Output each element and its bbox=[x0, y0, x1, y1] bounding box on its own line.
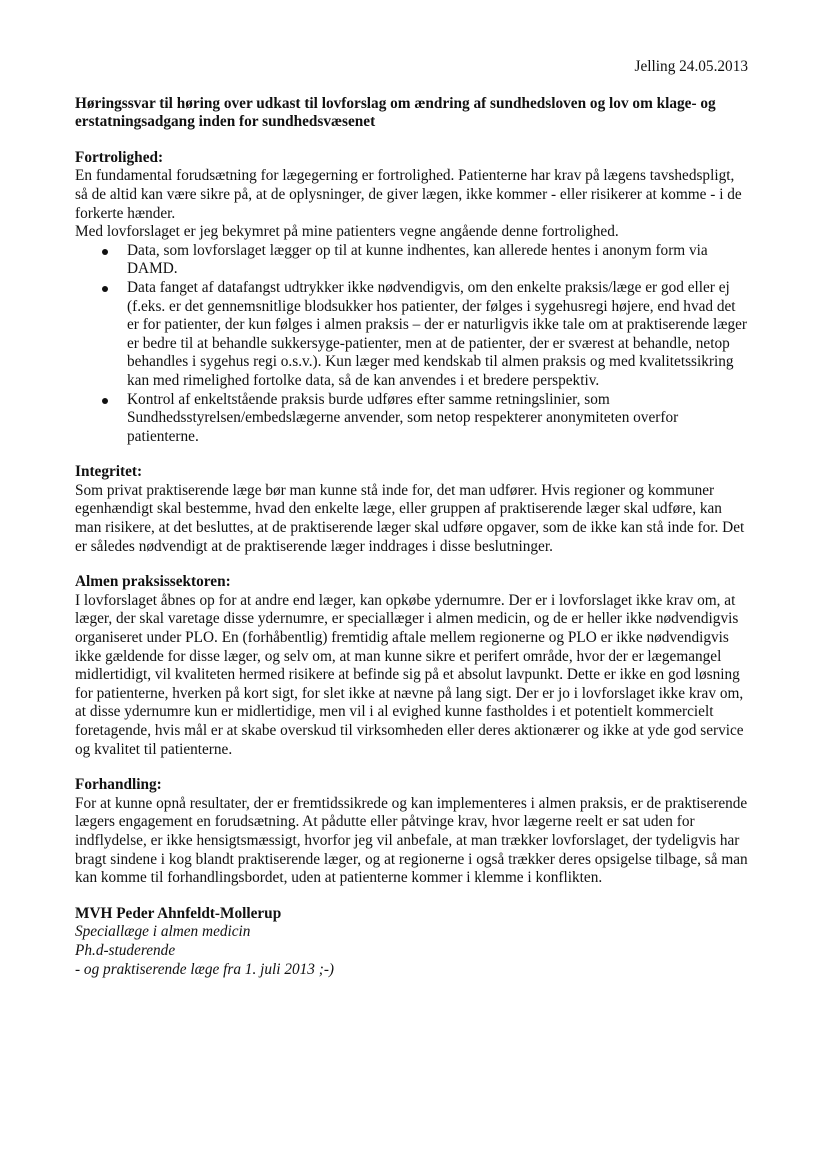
section-almen-praksissektoren bbox=[75, 573, 748, 759]
section-heading: Integritet: bbox=[75, 463, 143, 481]
section-heading: Forhandling: bbox=[75, 776, 162, 794]
signature-title: Speciallæge i almen medicin bbox=[75, 923, 251, 941]
signature-block bbox=[75, 905, 748, 979]
section-forhandling bbox=[75, 776, 748, 888]
bullet-icon bbox=[102, 286, 108, 292]
dateline: Jelling 24.05.2013 bbox=[634, 58, 748, 75]
bullet-text: Kontrol af enkeltstående praksis burde udføres efter samme retningslinier, som Sundhedsstyrelsen/embedslægerne anvender, som netop respekterer anonymiteten overfor patienterne. bbox=[127, 390, 679, 445]
bullet-icon bbox=[102, 398, 108, 404]
paragraph: I lovforslaget åbnes op for at andre end læger, kan opkøbe ydernumre. Der er i lovforslaget ikke krav om, at læger, der skal varetage disse ydernumre, er speciallæger i almen medicin, og de er heller ikke nødvendigvis organiseret under PLO. En (forhåbentlig) fremtidig aftale mellem regionerne og PLO er ikke nødvendigvis ikke gældende for disse læger, og selv om, at man kunne sikre et perifert område, hvor der er lægemangel midlertidigt, vil kvaliteten hermed risikere at befinde sig på et absolut lavpunkt. Dette er ikke en god løsning for patienterne, hverken på kort sigt, for slet ikke at nævne på lang sigt. Der er jo i lovforslaget ikke krav om, at disse ydernumre kun er midlertidige, men vil i al evighed kunne fastholdes i et potentielt kommercielt foretagende, hvis mål er at skabe overskud til virksomheden eller deres aktionærer og ikke at yde god service og kvalitet til patienterne. bbox=[75, 591, 744, 758]
bullet-item bbox=[127, 391, 748, 447]
bullet-list bbox=[75, 242, 748, 447]
bullet-text: Data, som lovforslaget lægger op til at kunne indhentes, kan allerede hentes i anonym form via DAMD. bbox=[127, 241, 708, 278]
bullet-icon bbox=[102, 249, 108, 255]
section-fortrolighed bbox=[75, 149, 748, 447]
paragraph: Som privat praktiserende læge bør man kunne stå inde for, det man udfører. Hvis regioner og kommuner egenhændigt skal bestemme, hvad den enkelte læge, eller gruppen af praktiserende læger skal udføre, kan man risikere, at det besluttes, at de praktiserende læger skal udføre opgaver, som de ikke kan stå inde for. Det er således nødvendigt at de praktiserende læger inddrages i disse beslutninger. bbox=[75, 481, 745, 555]
section-heading: Fortrolighed: bbox=[75, 148, 164, 166]
section-integritet bbox=[75, 463, 748, 556]
section-heading: Almen praksissektoren: bbox=[75, 573, 231, 591]
paragraph: En fundamental forudsætning for lægegerning er fortrolighed. Patienterne har krav på lægens tavshedspligt, så de altid kan være sikre på, at de oplysninger, de giver lægen, ikke kommer - eller risikerer at komme - i de forkerte hænder. bbox=[75, 167, 742, 222]
signature-title: - og praktiserende læge fra 1. juli 2013 ;-) bbox=[75, 960, 335, 978]
bullet-text: Data fanget af datafangst udtrykker ikke nødvendigvis, om den enkelte praksis/læge er god eller ej (f.eks. er det gennemsnitlige blodsukker hos patienter, der følges i sygehusregi højere, end hvad det er for patienter, der kun følges i almen praksis – der er naturligvis ikke tale om at praktiserende læger er bedre til at behandle sukkersyge-patienter, men at de patienter, der er sværest at behandle, netop behandles i sygehus regi o.s.v.). Kun læger med kendskab til almen praksis og med kvalitetssikring kan med rimelighed fortolke data, så de kan anvendes i et bredere perspektiv. bbox=[127, 278, 747, 389]
bullet-item bbox=[127, 242, 748, 279]
bullet-item bbox=[127, 279, 748, 391]
document-title: Høringssvar til høring over udkast til lovforslag om ændring af sundhedsloven og lov om klage- og erstatningsadgang inden for sundhedsvæsenet bbox=[75, 94, 716, 131]
paragraph: Med lovforslaget er jeg bekymret på mine patienters vegne angående denne fortrolighed. bbox=[75, 223, 619, 241]
paragraph: For at kunne opnå resultater, der er fremtidssikrede og kan implementeres i almen praksis, er de praktiserende lægers engagement en forudsætning. At pådutte eller påtvinge krav, hvor lægerne reelt er sat uden for indflydelse, er ikke hensigtsmæssigt, hvorfor jeg vil anbefale, at man trækker lovforslaget, der tydeligvis har bragt sindene i kog blandt praktiserende læger, og at regionerne i også trækker deres opsigelse tilbage, så man kan komme til forhandlingsbordet, uden at patienterne kommer i klemme i konflikten. bbox=[75, 794, 748, 887]
signature-title: Ph.d-studerende bbox=[75, 941, 176, 959]
signature-name: MVH Peder Ahnfeldt-Mollerup bbox=[75, 904, 282, 922]
